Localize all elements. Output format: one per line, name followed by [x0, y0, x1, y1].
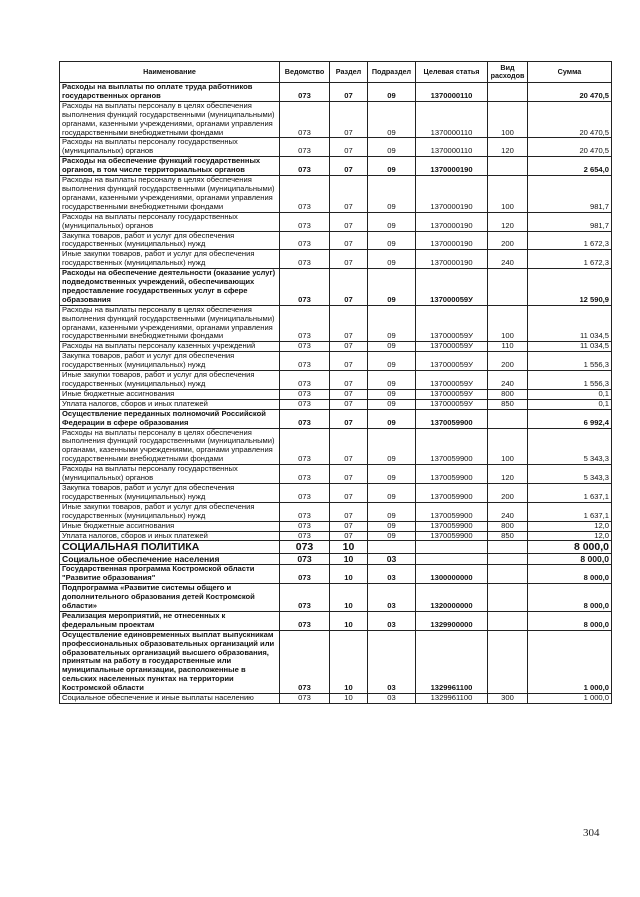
header-section: Раздел [330, 62, 368, 83]
row-dept: 073 [280, 231, 330, 250]
row-exp-type: 200 [488, 352, 528, 371]
row-amount: 11 034,5 [528, 305, 612, 342]
row-name: Расходы на выплаты персоналу казенных учреждений [60, 342, 280, 352]
row-name: Иные бюджетные ассигнования [60, 389, 280, 399]
row-exp-type [488, 630, 528, 693]
row-section: 10 [330, 554, 368, 565]
row-subsection: 09 [368, 157, 416, 176]
table-row [60, 352, 612, 371]
row-exp-type: 240 [488, 250, 528, 269]
table-row [60, 342, 612, 352]
row-target: 1320000000 [416, 584, 488, 612]
table-row [60, 565, 612, 584]
row-target [416, 554, 488, 565]
row-section: 07 [330, 502, 368, 521]
row-name: Расходы на обеспечение функций государственных органов, в том числе территориальных органов [60, 157, 280, 176]
row-target: 1370000190 [416, 250, 488, 269]
row-subsection [368, 541, 416, 554]
row-name: СОЦИАЛЬНАЯ ПОЛИТИКА [60, 541, 280, 554]
row-amount: 1 556,3 [528, 371, 612, 390]
row-subsection: 09 [368, 231, 416, 250]
row-section: 10 [330, 611, 368, 630]
row-target: 137000059У [416, 352, 488, 371]
row-amount: 8 000,0 [528, 611, 612, 630]
table-row [60, 554, 612, 565]
row-exp-type: 120 [488, 465, 528, 484]
table-row [60, 483, 612, 502]
row-subsection: 09 [368, 269, 416, 306]
row-section: 07 [330, 371, 368, 390]
row-dept: 073 [280, 502, 330, 521]
row-name: Подпрограмма «Развитие системы общего и дополнительного образования детей Костромской области» [60, 584, 280, 612]
row-amount: 981,7 [528, 176, 612, 213]
row-section: 07 [330, 465, 368, 484]
table-row [60, 428, 612, 465]
row-section: 10 [330, 694, 368, 704]
row-section: 07 [330, 389, 368, 399]
row-exp-type: 800 [488, 389, 528, 399]
row-dept: 073 [280, 250, 330, 269]
row-subsection: 03 [368, 611, 416, 630]
row-section: 07 [330, 250, 368, 269]
row-amount: 8 000,0 [528, 554, 612, 565]
row-amount: 1 000,0 [528, 694, 612, 704]
row-subsection: 09 [368, 389, 416, 399]
row-amount: 6 992,4 [528, 409, 612, 428]
row-name: Уплата налогов, сборов и иных платежей [60, 531, 280, 541]
table-row [60, 465, 612, 484]
row-target: 137000059У [416, 305, 488, 342]
row-section: 07 [330, 531, 368, 541]
row-target: 1370059900 [416, 428, 488, 465]
row-amount: 8 000,0 [528, 565, 612, 584]
row-dept: 073 [280, 176, 330, 213]
table-row [60, 371, 612, 390]
header-dept: Ведомство [280, 62, 330, 83]
row-section: 10 [330, 565, 368, 584]
row-name: Социальное обеспечение и иные выплаты населению [60, 694, 280, 704]
row-dept: 073 [280, 465, 330, 484]
row-dept: 073 [280, 212, 330, 231]
row-target: 137000059У [416, 389, 488, 399]
row-target: 137000059У [416, 399, 488, 409]
row-dept: 073 [280, 138, 330, 157]
row-exp-type: 240 [488, 371, 528, 390]
row-exp-type: 110 [488, 342, 528, 352]
row-subsection: 09 [368, 483, 416, 502]
row-amount: 0,1 [528, 389, 612, 399]
table-row [60, 176, 612, 213]
row-section: 10 [330, 630, 368, 693]
row-amount: 20 470,5 [528, 83, 612, 102]
row-exp-type [488, 157, 528, 176]
row-section: 07 [330, 212, 368, 231]
row-subsection: 09 [368, 399, 416, 409]
row-exp-type [488, 541, 528, 554]
row-amount: 12 590,9 [528, 269, 612, 306]
row-exp-type: 200 [488, 483, 528, 502]
table-row [60, 694, 612, 704]
row-target [416, 541, 488, 554]
row-exp-type: 100 [488, 305, 528, 342]
row-amount: 1 556,3 [528, 352, 612, 371]
row-section: 07 [330, 176, 368, 213]
row-amount: 1 000,0 [528, 630, 612, 693]
row-section: 07 [330, 428, 368, 465]
row-section: 07 [330, 342, 368, 352]
row-subsection: 03 [368, 630, 416, 693]
table-row [60, 611, 612, 630]
row-exp-type [488, 83, 528, 102]
row-target: 1370000190 [416, 231, 488, 250]
row-amount: 981,7 [528, 212, 612, 231]
budget-table [59, 61, 612, 704]
row-dept: 073 [280, 399, 330, 409]
row-target: 1300000000 [416, 565, 488, 584]
page-number: 304 [583, 827, 600, 839]
row-name: Расходы на выплаты персоналу в целях обеспечения выполнения функций государственными (муниципальными) органами, казенными учреждениями, органами управления государственными внебюджетными фондами [60, 176, 280, 213]
row-amount: 20 470,5 [528, 138, 612, 157]
row-section: 07 [330, 305, 368, 342]
row-dept: 073 [280, 541, 330, 554]
row-section: 10 [330, 584, 368, 612]
row-target: 1370000110 [416, 138, 488, 157]
row-subsection: 09 [368, 250, 416, 269]
row-name: Расходы на выплаты по оплате труда работников государственных органов [60, 83, 280, 102]
row-dept: 073 [280, 83, 330, 102]
row-name: Закупка товаров, работ и услуг для обеспечения государственных (муниципальных) нужд [60, 483, 280, 502]
row-subsection: 09 [368, 101, 416, 138]
row-target: 1329961100 [416, 630, 488, 693]
row-exp-type: 120 [488, 138, 528, 157]
row-dept: 073 [280, 554, 330, 565]
row-target: 1329961100 [416, 694, 488, 704]
row-name: Реализация мероприятий, не отнесенных к федеральным проектам [60, 611, 280, 630]
table-row [60, 399, 612, 409]
row-exp-type: 120 [488, 212, 528, 231]
table-row [60, 541, 612, 554]
row-subsection: 03 [368, 554, 416, 565]
row-subsection: 09 [368, 83, 416, 102]
row-target: 1370059900 [416, 483, 488, 502]
row-amount: 20 470,5 [528, 101, 612, 138]
table-row [60, 502, 612, 521]
row-dept: 073 [280, 630, 330, 693]
row-dept: 073 [280, 428, 330, 465]
header-target: Целевая статья [416, 62, 488, 83]
row-dept: 073 [280, 352, 330, 371]
header-exp-type: Вид расходов [488, 62, 528, 83]
row-name: Закупка товаров, работ и услуг для обеспечения государственных (муниципальных) нужд [60, 231, 280, 250]
row-exp-type: 850 [488, 399, 528, 409]
row-target: 1370000190 [416, 157, 488, 176]
header-name: Наименование [60, 62, 280, 83]
row-subsection: 09 [368, 531, 416, 541]
row-amount: 5 343,3 [528, 428, 612, 465]
row-name: Закупка товаров, работ и услуг для обеспечения государственных (муниципальных) нужд [60, 352, 280, 371]
row-name: Социальное обеспечение населения [60, 554, 280, 565]
row-name: Расходы на выплаты персоналу в целях обеспечения выполнения функций государственными (муниципальными) органами, казенными учреждениями, органами управления государственными внебюджетными фондами [60, 305, 280, 342]
row-name: Иные закупки товаров, работ и услуг для обеспечения государственных (муниципальных) нужд [60, 502, 280, 521]
table-row [60, 531, 612, 541]
row-target: 1370059900 [416, 521, 488, 531]
row-target: 1370000110 [416, 101, 488, 138]
row-dept: 073 [280, 305, 330, 342]
row-name: Иные бюджетные ассигнования [60, 521, 280, 531]
table-row [60, 101, 612, 138]
row-subsection: 03 [368, 584, 416, 612]
row-section: 07 [330, 138, 368, 157]
table-row [60, 157, 612, 176]
row-target: 1370059900 [416, 531, 488, 541]
row-name: Расходы на обеспечение деятельности (оказание услуг) подведомственных учреждений, обеспечивающих предоставление государственных услуг в сфере образования [60, 269, 280, 306]
table-row [60, 138, 612, 157]
row-dept: 073 [280, 584, 330, 612]
table-row [60, 305, 612, 342]
row-amount: 5 343,3 [528, 465, 612, 484]
row-section: 07 [330, 269, 368, 306]
row-section: 07 [330, 399, 368, 409]
row-amount: 8 000,0 [528, 541, 612, 554]
row-target: 1370059900 [416, 465, 488, 484]
row-subsection: 09 [368, 176, 416, 213]
row-dept: 073 [280, 521, 330, 531]
table-row [60, 584, 612, 612]
row-amount: 2 654,0 [528, 157, 612, 176]
table-row [60, 83, 612, 102]
row-section: 07 [330, 352, 368, 371]
row-subsection: 09 [368, 521, 416, 531]
row-target: 1370059900 [416, 502, 488, 521]
row-exp-type: 100 [488, 428, 528, 465]
row-exp-type [488, 554, 528, 565]
row-exp-type [488, 584, 528, 612]
row-subsection: 09 [368, 465, 416, 484]
row-name: Расходы на выплаты персоналу государственных (муниципальных) органов [60, 138, 280, 157]
row-dept: 073 [280, 389, 330, 399]
row-name: Уплата налогов, сборов и иных платежей [60, 399, 280, 409]
row-exp-type: 240 [488, 502, 528, 521]
row-target: 137000059У [416, 371, 488, 390]
row-target: 1370000190 [416, 176, 488, 213]
table-row [60, 250, 612, 269]
row-amount: 12,0 [528, 521, 612, 531]
row-amount: 1 637,1 [528, 483, 612, 502]
row-dept: 073 [280, 269, 330, 306]
row-subsection: 09 [368, 428, 416, 465]
row-exp-type: 800 [488, 521, 528, 531]
row-subsection: 09 [368, 138, 416, 157]
row-dept: 073 [280, 157, 330, 176]
row-name: Расходы на выплаты персоналу в целях обеспечения выполнения функций государственными (муниципальными) органами, казенными учреждениями, органами управления государственными внебюджетными фондами [60, 428, 280, 465]
row-subsection: 09 [368, 371, 416, 390]
header-subsection: Подраздел [368, 62, 416, 83]
row-amount: 1 637,1 [528, 502, 612, 521]
row-dept: 073 [280, 101, 330, 138]
table-body [60, 83, 612, 704]
row-exp-type: 100 [488, 101, 528, 138]
row-dept: 073 [280, 483, 330, 502]
row-exp-type: 300 [488, 694, 528, 704]
row-target: 1370059900 [416, 409, 488, 428]
row-subsection: 09 [368, 502, 416, 521]
row-subsection: 09 [368, 342, 416, 352]
row-dept: 073 [280, 565, 330, 584]
row-amount: 1 672,3 [528, 231, 612, 250]
row-section: 07 [330, 231, 368, 250]
row-section: 07 [330, 483, 368, 502]
row-amount: 12,0 [528, 531, 612, 541]
row-target: 137000059У [416, 342, 488, 352]
row-subsection: 09 [368, 212, 416, 231]
row-subsection: 09 [368, 305, 416, 342]
row-dept: 073 [280, 371, 330, 390]
row-name: Осуществление переданных полномочий Российской Федерации в сфере образования [60, 409, 280, 428]
table-row [60, 409, 612, 428]
row-section: 07 [330, 83, 368, 102]
row-amount: 1 672,3 [528, 250, 612, 269]
row-target: 1370000190 [416, 212, 488, 231]
row-section: 07 [330, 521, 368, 531]
row-exp-type [488, 565, 528, 584]
row-dept: 073 [280, 531, 330, 541]
row-exp-type [488, 409, 528, 428]
row-exp-type: 100 [488, 176, 528, 213]
row-name: Иные закупки товаров, работ и услуг для обеспечения государственных (муниципальных) нужд [60, 250, 280, 269]
header-amount: Сумма [528, 62, 612, 83]
table-row [60, 389, 612, 399]
row-exp-type [488, 269, 528, 306]
row-exp-type: 850 [488, 531, 528, 541]
row-exp-type [488, 611, 528, 630]
row-target: 137000059У [416, 269, 488, 306]
row-subsection: 03 [368, 694, 416, 704]
row-section: 07 [330, 101, 368, 138]
row-section: 07 [330, 157, 368, 176]
row-dept: 073 [280, 694, 330, 704]
row-subsection: 09 [368, 409, 416, 428]
table-row [60, 231, 612, 250]
table-row [60, 212, 612, 231]
row-name: Государственная программа Костромской области "Развитие образования" [60, 565, 280, 584]
row-amount: 0,1 [528, 399, 612, 409]
row-exp-type: 200 [488, 231, 528, 250]
table-row [60, 630, 612, 693]
row-target: 1370000110 [416, 83, 488, 102]
row-target: 1329900000 [416, 611, 488, 630]
row-name: Осуществление единовременных выплат выпускникам профессиональных образовательных организаций или образовательных организаций высшего образования, принятым на работу в государственные или муниципальные организации, расположенные в сельских населенных пунктах на территории Костромской области [60, 630, 280, 693]
row-name: Расходы на выплаты персоналу в целях обеспечения выполнения функций государственными (муниципальными) органами, казенными учреждениями, органами управления государственными внебюджетными фондами [60, 101, 280, 138]
row-subsection: 09 [368, 352, 416, 371]
table-row [60, 269, 612, 306]
row-section: 07 [330, 409, 368, 428]
row-subsection: 03 [368, 565, 416, 584]
row-dept: 073 [280, 611, 330, 630]
row-amount: 8 000,0 [528, 584, 612, 612]
table-header-row [60, 62, 612, 83]
row-name: Расходы на выплаты персоналу государственных (муниципальных) органов [60, 212, 280, 231]
row-dept: 073 [280, 409, 330, 428]
row-name: Иные закупки товаров, работ и услуг для обеспечения государственных (муниципальных) нужд [60, 371, 280, 390]
table-row [60, 521, 612, 531]
row-section: 10 [330, 541, 368, 554]
row-amount: 11 034,5 [528, 342, 612, 352]
row-name: Расходы на выплаты персоналу государственных (муниципальных) органов [60, 465, 280, 484]
row-dept: 073 [280, 342, 330, 352]
